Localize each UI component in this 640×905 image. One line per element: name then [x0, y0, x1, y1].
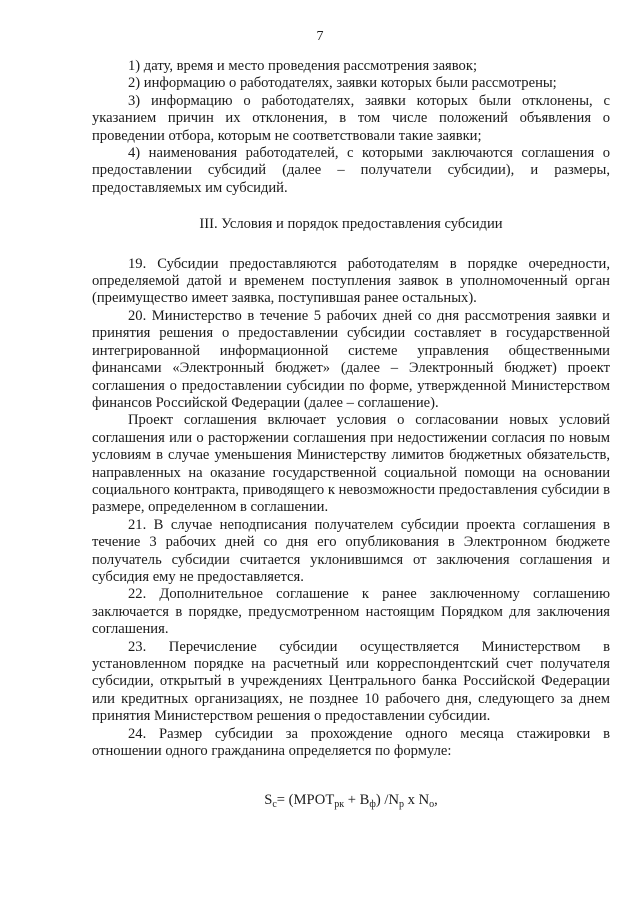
formula-div-n: ) /N — [375, 792, 399, 809]
list-item: 3) информацию о работодателях, заявки которых были отклонены, с указанием причин их отклонения, в том числе положений объявления о проведении отбора, которым не соответствовали такие заявки; — [92, 92, 610, 144]
paragraph-20: 20. Министерство в течение 5 рабочих дней со дня рассмотрения заявки и принятия решения о предоставлении субсидии составляет в государственной интегрированной информационной системе управления общественными финансами «Электронный бюджет» (далее – Электронный бюджет) проект соглашения о предоставлении субсидии по форме, утвержденной Министерством финансов Российской Федерации (далее – соглашение). — [92, 307, 610, 411]
paragraph-23: 23. Перечисление субсидии осуществляется Министерством в установленном порядке на расчетный или корреспондентский счет получателя субсидии, открытый в учреждениях Центрального банка Российской Федерации или кредитных организациях, не позднее 10 рабочего дня, следующего за днем принятия Министерством решения о предоставлении субсидии. — [92, 638, 610, 725]
formula-b-sub: ф — [369, 799, 376, 811]
formula-plus-b: + В — [344, 792, 370, 809]
subsidy-formula — [92, 792, 610, 813]
paragraph-20-continuation: Проект соглашения включает условия о согласовании новых условий соглашения или о расторжении соглашения при недостижении согласия по новым условиям в случае уменьшения Министерству лимитов бюджетных обязательств, направленных на оказание государственной социальной помощи на основании социального контракта, приводящего к невозможности предоставления субсидии в размере, определенном в соглашении. — [92, 412, 610, 516]
document-body — [92, 58, 610, 814]
paragraph-22: 22. Дополнительное соглашение к ранее заключенному соглашению заключается в порядке, предусмотренном настоящим Порядком для заключения соглашения. — [92, 586, 610, 638]
page-number: 7 — [316, 29, 324, 44]
formula-s-sub: c — [272, 799, 277, 811]
formula-open: = (МРОТ — [276, 792, 335, 809]
formula-mrot-sub: рк — [334, 799, 345, 811]
formula-end: , — [434, 792, 438, 809]
formula-n-sub: р — [398, 799, 404, 811]
paragraph-24: 24. Размер субсидии за прохождение одного месяца стажировки в отношении одного гражданина определяется по формуле: — [92, 725, 610, 760]
formula-s: S — [264, 792, 273, 809]
formula-n2-sub: о — [429, 799, 435, 811]
paragraph-21: 21. В случае неподписания получателем субсидии проекта соглашения в течение 3 рабочих дней со дня его опубликования в Электронном бюджете получатель субсидии считается уклонившимся от заключения соглашения и субсидия ему не предоставляется. — [92, 516, 610, 585]
list-item: 4) наименования работодателей, с которыми заключаются соглашения о предоставлении субсидий (далее – получатели субсидии), и размеры, предоставляемых им субсидий. — [92, 145, 610, 196]
section-heading: III. Условия и порядок предоставления субсидии — [199, 216, 503, 233]
list-item: 1) дату, время и место проведения рассмотрения заявок; — [128, 58, 477, 74]
paragraph-19: 19. Субсидии предоставляются работодателям в порядке очередности, определяемой датой и временем поступления заявок в уполномоченный орган (преимущество имеет заявка, поступившая ранее остальных). — [92, 255, 610, 307]
list-item: 2) информацию о работодателях, заявки которых были рассмотрены; — [128, 75, 557, 92]
formula-x-n: х N — [403, 792, 430, 809]
